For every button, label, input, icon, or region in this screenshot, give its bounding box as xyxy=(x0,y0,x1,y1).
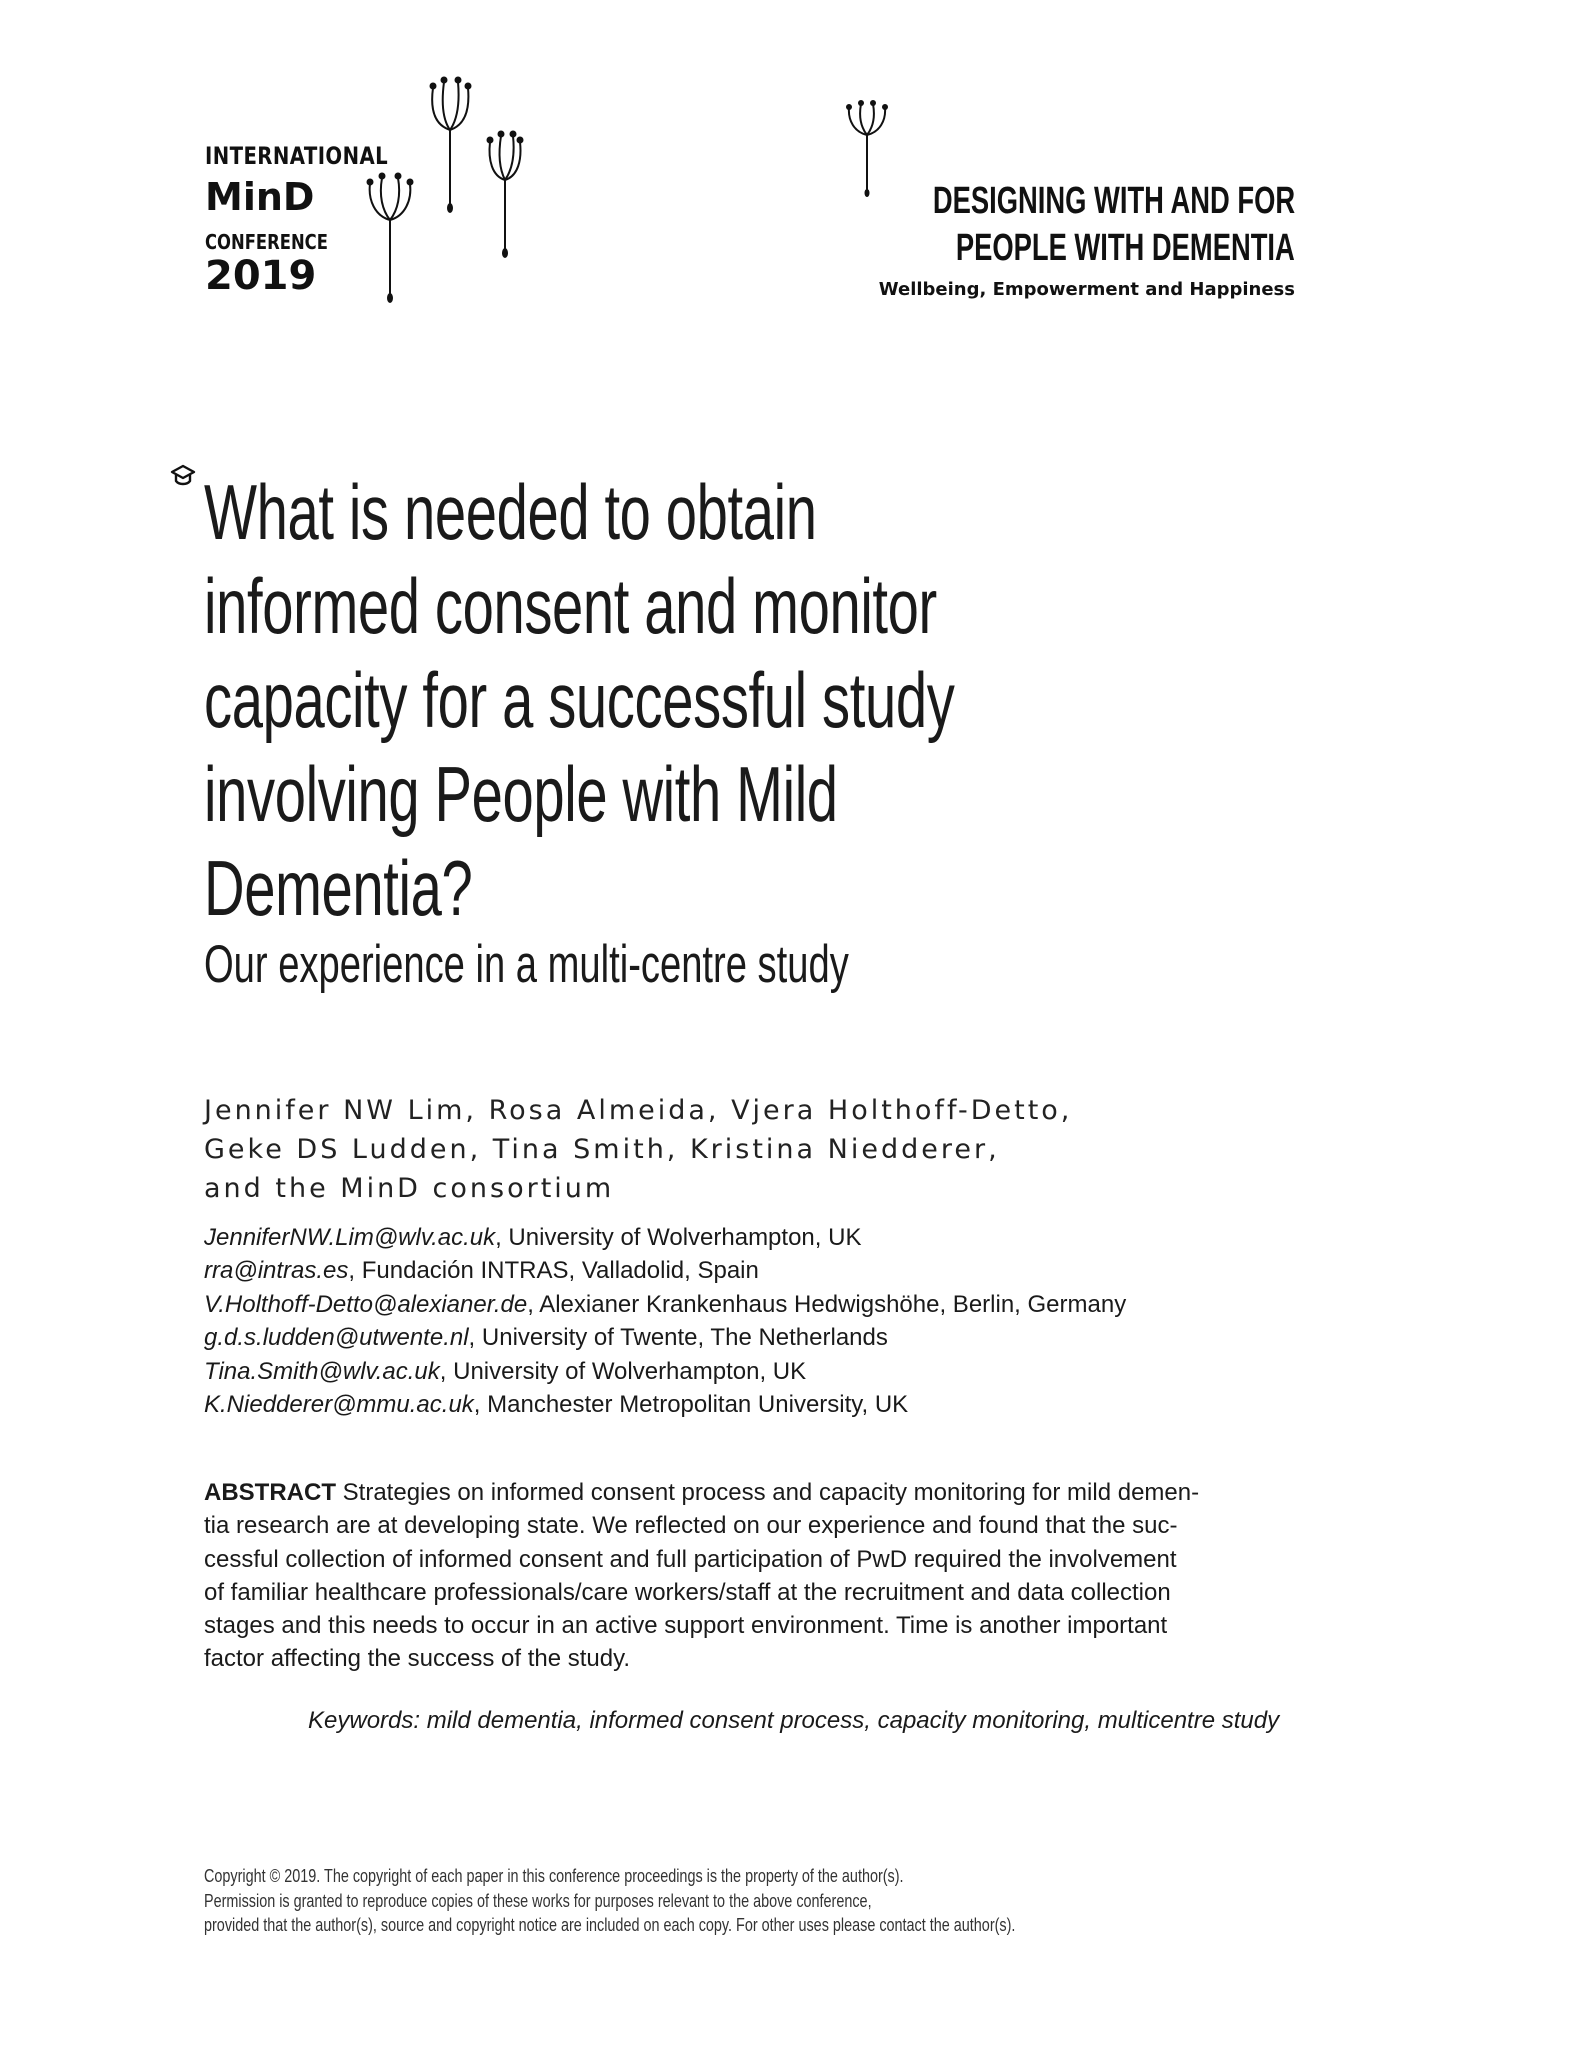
copyright-line: Permission is granted to reproduce copies of these works for purposes relevant to the above conference, xyxy=(204,1890,872,1911)
abstract xyxy=(204,1476,1239,1676)
graduation-cap-icon xyxy=(170,463,196,489)
title-line: What is needed to obtain xyxy=(204,468,817,556)
author-line: and the MinD consortium xyxy=(204,1173,615,1204)
abstract-line: cessful collection of informed consent and full participation of PwD required the involvement xyxy=(204,1545,1177,1573)
author-line: Jennifer NW Lim, Rosa Almeida, Vjera Holthoff-Detto, xyxy=(204,1095,1073,1126)
affiliation-institution: , University of Wolverhampton, UK xyxy=(495,1224,862,1251)
affiliation-email: Tina.Smith@wlv.ac.uk xyxy=(204,1357,440,1385)
conference-theme-line-2: PEOPLE WITH DEMENTIA xyxy=(956,227,1295,269)
author-list xyxy=(204,1091,1072,1208)
logo-line-conference: CONFERENCE xyxy=(205,230,328,254)
affiliation-row xyxy=(204,1254,1126,1287)
abstract-line: of familiar healthcare professionals/care workers/staff at the recruitment and data collection xyxy=(204,1578,1171,1606)
affiliation-row xyxy=(204,1321,1126,1354)
title-line: capacity for a successful study xyxy=(204,656,955,744)
affiliation-list xyxy=(204,1221,1126,1421)
title-line: informed consent and monitor xyxy=(204,562,937,650)
title-line: Dementia? xyxy=(204,844,473,932)
logo-line-year: 2019 xyxy=(205,253,317,299)
affiliation-institution: , Manchester Metropolitan University, UK xyxy=(473,1391,909,1419)
affiliation-row xyxy=(204,1288,1126,1321)
author-line: Geke DS Ludden, Tina Smith, Kristina Niedderer, xyxy=(204,1134,1000,1165)
affiliation-institution: , University of Wolverhampton, UK xyxy=(439,1357,807,1385)
copyright-line: provided that the author(s), source and copyright notice are included on each copy. For other uses please contact the author(s). xyxy=(204,1915,1016,1935)
abstract-line xyxy=(204,1476,1239,1509)
abstract-label: ABSTRACT xyxy=(204,1479,336,1506)
conference-tagline: Wellbeing, Empowerment and Happiness xyxy=(878,279,1295,300)
copyright-line: Copyright © 2019. The copyright of each paper in this conference proceedings is the property of the author(s). xyxy=(204,1866,904,1886)
abstract-text: Strategies on informed consent process and capacity monitoring for mild demen- xyxy=(336,1479,1200,1506)
affiliation-row xyxy=(204,1221,1126,1254)
affiliation-email: JenniferNW.Lim@wlv.ac.uk xyxy=(204,1224,496,1251)
dandelion-logo-icon xyxy=(340,70,550,310)
affiliation-institution: , Alexianer Krankenhaus Hedwigshöhe, Berlin, Germany xyxy=(527,1290,1127,1318)
affiliation-institution: , Fundación INTRAS, Valladolid, Spain xyxy=(348,1257,759,1285)
affiliation-email: V.Holthoff-Detto@alexianer.de xyxy=(204,1290,528,1318)
logo-line-international: INTERNATIONAL xyxy=(205,142,389,170)
abstract-line: stages and this needs to occur in an active support environment. Time is another important xyxy=(204,1612,1168,1640)
abstract-line: factor affecting the success of the study. xyxy=(204,1645,631,1673)
dandelion-icon xyxy=(832,100,902,200)
paper-subtitle: Our experience in a multi-centre study xyxy=(204,935,849,994)
affiliation-email: K.Niedderer@mmu.ac.uk xyxy=(204,1391,474,1419)
keywords: Keywords: mild dementia, informed consent process, capacity monitoring, multicentre study xyxy=(308,1707,1280,1734)
affiliation-row xyxy=(204,1388,1126,1421)
conference-theme-line-1: DESIGNING WITH AND FOR xyxy=(932,180,1295,222)
copyright-notice xyxy=(204,1864,1015,1938)
abstract-line: tia research are at developing state. We reflected on our experience and found that the suc- xyxy=(204,1512,1178,1540)
affiliation-row xyxy=(204,1355,1126,1388)
title-line: involving People with Mild xyxy=(204,750,838,838)
affiliation-email: rra@intras.es xyxy=(204,1257,349,1285)
affiliation-institution: , University of Twente, The Netherlands xyxy=(468,1324,888,1352)
affiliation-email: g.d.s.ludden@utwente.nl xyxy=(204,1324,469,1352)
paper-title xyxy=(204,465,955,935)
logo-line-mind: MinD xyxy=(205,175,315,219)
